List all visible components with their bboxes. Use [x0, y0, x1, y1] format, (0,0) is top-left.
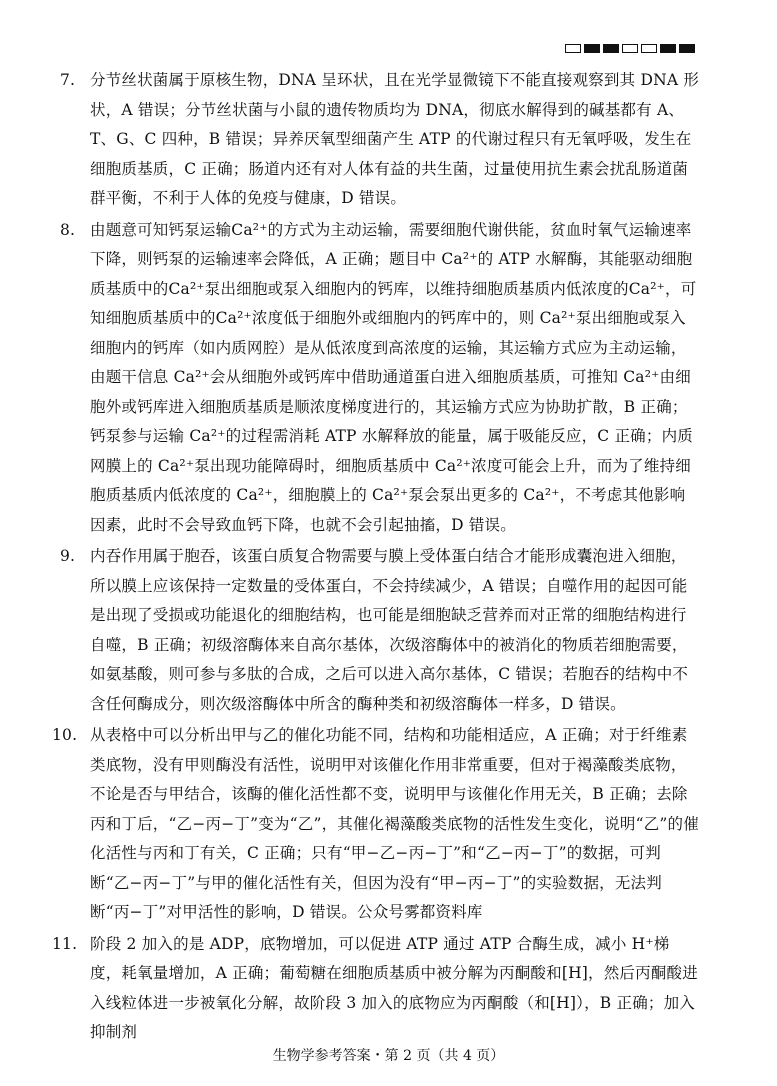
- answer-number: 10.: [52, 726, 78, 744]
- header-mark: [641, 44, 657, 53]
- header-mark: [622, 44, 638, 53]
- header-mark: [660, 44, 676, 53]
- answer-number: 9.: [60, 547, 76, 565]
- header-mark: [603, 44, 619, 53]
- answer-text: 从表格中可以分析出甲与乙的催化功能不同，结构和功能相适应，A 正确；对于纤维素类底物，没有甲则酶没有活性，说明甲对该催化作用非常重要，但对于褐藻酸类底物，不论是否与甲结合，该酶的催化活性都不变，说明甲与该催化作用无关，B 正确；去除丙和丁后，“乙−丙−丁”变为“乙”，其催化褐藻酸类底物的活性发生变化，说明“乙”的催化活性与丙和丁有关，C 正确；只有“甲−乙−丙−丁”和“乙−丙−丁”的数据，可判断“乙−丙−丁”与甲的催化活性有关，但因为没有“甲−丙−丁”的实验数据，无法判断“丙−丁”对甲活性的影响，D 错误。公众号雾都资料库: [90, 726, 699, 921]
- header-mark: [565, 44, 581, 53]
- answer-item-8: [60, 216, 700, 541]
- answer-item-11: [52, 930, 700, 1048]
- answer-number: 8.: [60, 220, 76, 239]
- answer-item-7: [60, 66, 700, 214]
- header-mark-row: [565, 44, 695, 53]
- answer-number: 7.: [60, 71, 76, 89]
- answer-text: 内吞作用属于胞吞，该蛋白质复合物需要与膜上受体蛋白结合才能形成囊泡进入细胞，所以膜上应该保持一定数量的受体蛋白，不会持续减少，A 错误；自噬作用的起因可能是出现了受损或功能退化的细胞结构，也可能是细胞缺乏营养而对正常的细胞结构进行自噬，B 正确；初级溶酶体来自高尔基体，次级溶酶体中的被消化的物质若细胞需要，如氨基酸，则可参与多肽的合成，之后可以进入高尔基体，C 错误；若胞吞的结构中不含任何酶成分，则次级溶酶体中所含的酶种类和初级溶酶体一样多，D 错误。: [90, 547, 689, 713]
- header-mark: [584, 44, 600, 53]
- answer-item-9: [60, 542, 700, 719]
- answer-item-10: [52, 721, 700, 928]
- page-footer: 生物学参考答案・第 2 页（共 4 页）: [272, 1048, 505, 1064]
- answer-text: 分节丝状菌属于原核生物，DNA 呈环状，且在光学显微镜下不能直接观察到其 DNA 形状，A 错误；分节丝状菌与小鼠的遗传物质均为 DNA，彻底水解得到的碱基都有 A、T、G、C 四种，B 错误；异养厌氧型细菌产生 ATP 的代谢过程只有无氧呼吸，发生在细胞质基质，C 正确；肠道内还有对人体有益的共生菌，过量使用抗生素会扰乱肠道菌群平衡，不利于人体的免疫与健康，D 错误。: [90, 71, 700, 207]
- answer-number: 11.: [52, 934, 78, 953]
- answer-text: 由题意可知钙泵运输Ca²⁺的方式为主动运输，需要细胞代谢供能，贫血时氧气运输速率下降，则钙泵的运输速率会降低，A 正确；题目中 Ca²⁺的 ATP 水解酶，其能驱动细胞质基质中的Ca²⁺泵出细胞或泵入细胞内的钙库，以维持细胞质基质内低浓度的Ca²⁺，可知细胞质基质中的Ca²⁺浓度低于细胞外或细胞内的钙库中的，则 Ca²⁺泵出细胞或泵入细胞内的钙库（如内质网腔）是从低浓度到高浓度的运输，其运输方式应为主动运输，由题干信息 Ca²⁺会从细胞外或钙库中借助通道蛋白进入细胞质基质，可推知 Ca²⁺由细胞外或钙库进入细胞质基质是顺浓度梯度进行的，其运输方式应为协助扩散，B 正确；钙泵参与运输 Ca²⁺的过程需消耗 ATP 水解释放的能量，属于吸能反应，C 正确；内质网膜上的 Ca²⁺泵出现功能障碍时，细胞质基质中 Ca²⁺浓度可能会上升，而为了维持细胞质基质内低浓度的 Ca²⁺，细胞膜上的 Ca²⁺泵会泵出更多的 Ca²⁺，不考虑其他影响因素，此时不会导致血钙下降，也就不会引起抽搐，D 错误。: [90, 220, 697, 534]
- answer-list: [52, 66, 700, 1050]
- header-mark: [679, 44, 695, 53]
- answer-text: 阶段 2 加入的是 ADP，底物增加，可以促进 ATP 通过 ATP 合酶生成，减小 H⁺梯度，耗氧量增加，A 正确；葡萄糖在细胞质基质中被分解为丙酮酸和[H]，然后丙酮酸进入线粒体进一步被氧化分解，故阶段 3 加入的底物应为丙酮酸（和[H]），B 正确；加入抑制剂: [90, 934, 698, 1041]
